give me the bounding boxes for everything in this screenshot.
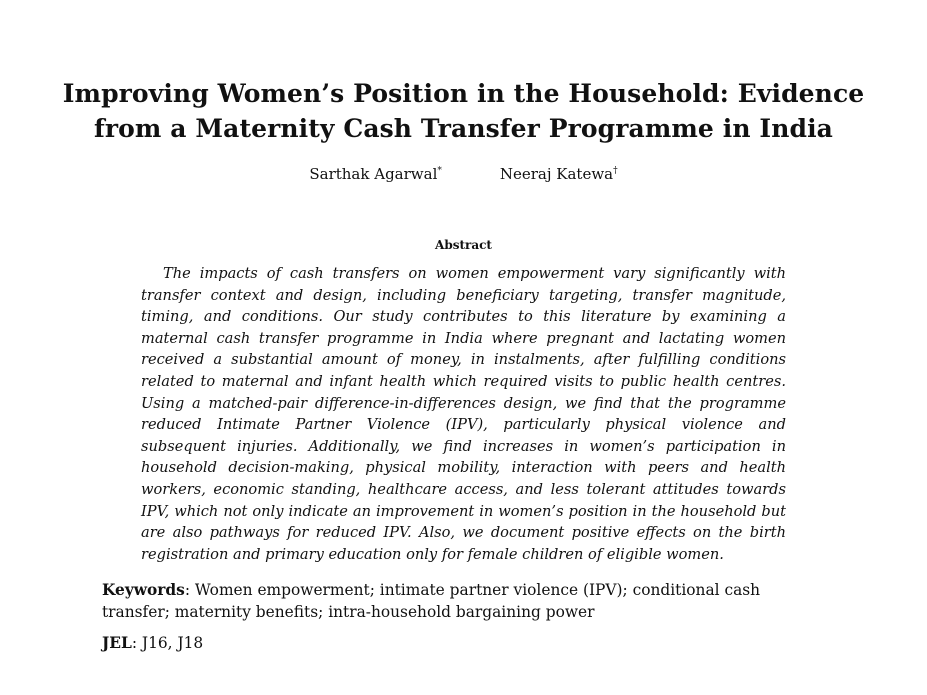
keywords bbox=[102, 579, 792, 623]
author-1-name: Sarthak Agarwal bbox=[309, 165, 438, 183]
author-1 bbox=[309, 164, 442, 184]
author-1-footnote-mark[interactable]: * bbox=[437, 166, 442, 176]
jel-text: : J16, J18 bbox=[131, 634, 204, 652]
author-2-name: Neeraj Katewa bbox=[499, 165, 614, 183]
keywords-text: : Women empowerment; intimate partner violence (IPV); conditional cash transfer; maternity benefits; intra-household bargaining power bbox=[102, 581, 761, 621]
keywords-label: Keywords bbox=[102, 581, 185, 599]
abstract-text: The impacts of cash transfers on women empowerment vary significantly with transfer context and design, including beneficiary targeting, transfer magnitude, timing, and conditions. Our study contributes to this literature by examining a maternal cash transfer programme in India where pregnant and lactating women received a substantial amount of money, in instalments, after fulfilling conditions related to maternal and infant health which required visits to public health centres. Using a matched-pair difference-in-differences design, we find that the programme reduced Intimate Partner Violence (IPV), particularly physical violence and subsequent injuries. Additionally, we find increases in women’s participation in household decision-making, physical mobility, interaction with peers and health workers, economic standing, healthcare access, and less tolerant attitudes towards IPV, which not only indicate an improvement in women’s position in the household but are also pathways for reduced IPV. Also, we document positive effects on the birth registration and primary education only for female children of eligible women. bbox=[141, 265, 786, 563]
title-line-2: from a Maternity Cash Transfer Programme in India bbox=[94, 114, 833, 143]
jel-codes bbox=[102, 632, 203, 654]
author-list bbox=[0, 164, 927, 184]
title-line-1: Improving Women’s Position in the Household: Evidence bbox=[62, 79, 865, 108]
abstract-heading: Abstract bbox=[435, 238, 492, 252]
paper-title bbox=[60, 76, 867, 146]
jel-label: JEL bbox=[102, 634, 132, 652]
author-2 bbox=[500, 164, 618, 184]
author-2-footnote-mark[interactable]: † bbox=[613, 166, 618, 176]
